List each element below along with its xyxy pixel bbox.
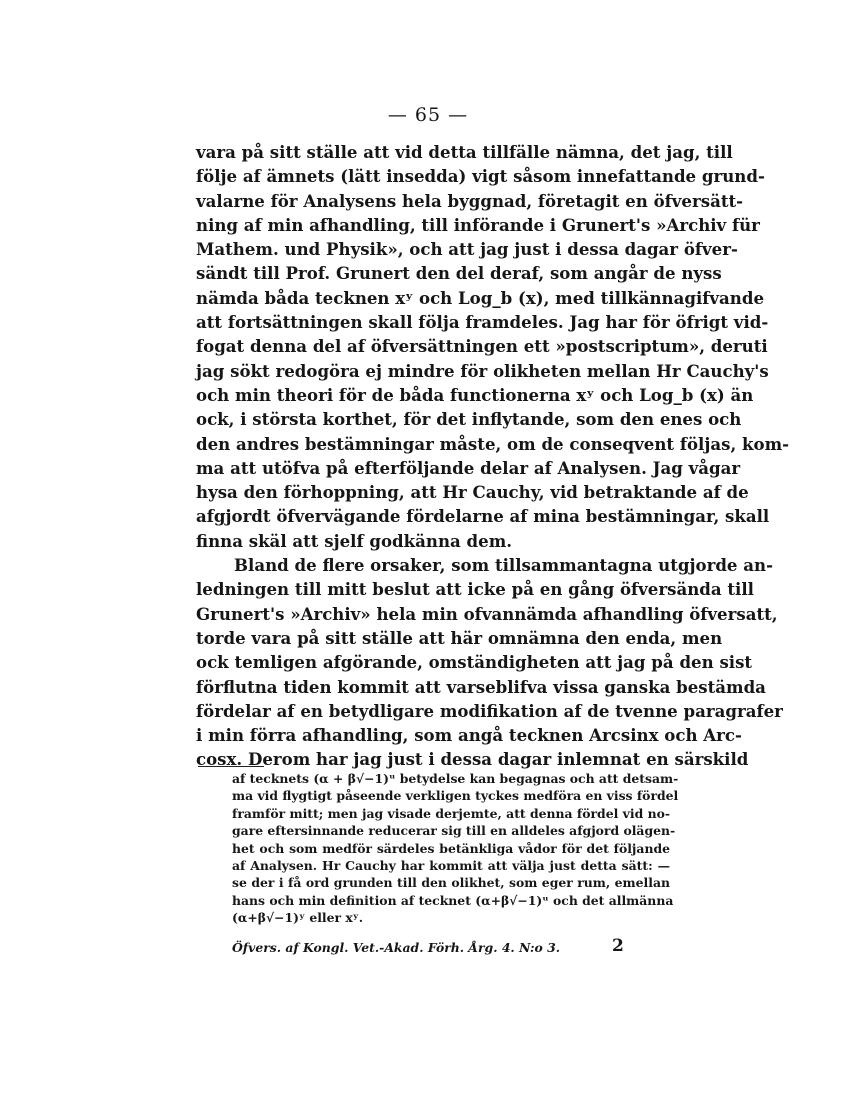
footnote-line: gare eftersinnande reducerar sig till en alldeles afgjord olägen- [232, 823, 676, 839]
text-line: cosx. Derom har jag just i dessa dagar inlemnat en särskild [196, 749, 749, 770]
body-text [196, 140, 790, 772]
footnote-line: se der i få ord grunden till den olikhet, som eger rum, emellan [232, 875, 670, 891]
footnote-line: framför mitt; men jag visade derjemte, att denna fördel vid no- [232, 805, 670, 821]
text-line: den andres bestämningar måste, om de conseqvent följas, kom- [196, 433, 790, 454]
text-line: ock, i största korthet, för det inflytande, som den enes och [196, 409, 742, 430]
footnote-line: (α+β√−1)ʸ eller xʸ. [232, 910, 364, 926]
text-line: sändt till Prof. Grunert den del deraf, som angår de nyss [196, 263, 722, 284]
text-line: jag sökt redogöra ej mindre för olikheten mellan Hr Cauchy's [196, 360, 769, 381]
text-line: torde vara på sitt ställe att här omnämna den enda, men [196, 627, 723, 648]
sheet-number: 2 [612, 936, 624, 956]
text-line: och min theori för de båda functionerna xʸ och Log_b (x) än [196, 384, 754, 405]
footnote-line: hans och min definition af tecknet (α+β√−1)ᵘ och det allmänna [232, 892, 674, 908]
footnote [232, 770, 679, 927]
journal-signature: Öfvers. af Kongl. Vet.-Akad. Förh. Årg. 4. N:o 3. [232, 940, 561, 955]
text-line: valarne för Analysens hela byggnad, företagit en öfversätt- [196, 190, 744, 211]
text-line: fördelar af en betydligare modifikation af de tvenne paragrafer [196, 700, 783, 721]
text-line: att fortsättningen skall följa framdeles. Jag har för öfrigt vid- [196, 312, 769, 333]
text-line: ning af min afhandling, till införande i Grunert's »Archiv für [196, 214, 760, 235]
footnote-divider [198, 766, 264, 767]
footnote-line: af Analysen. Hr Cauchy har kommit att välja just detta sätt: — [232, 858, 670, 874]
text-line: Grunert's »Archiv» hela min ofvannämda afhandling öfversatt, [196, 603, 778, 624]
paragraph-start-line: Bland de flere orsaker, som tillsammantagna utgjorde an- [234, 555, 773, 576]
text-line: förflutna tiden kommit att varseblifva vissa ganska bestämda [196, 676, 766, 697]
text-line: vara på sitt ställe att vid detta tillfälle nämna, det jag, till [196, 142, 733, 162]
text-line: nämda båda tecknen xʸ och Log_b (x), med tillkännagifvande [196, 287, 765, 308]
text-line: ledningen till mitt beslut att icke på en gång öfversända till [196, 579, 754, 600]
text-line: finna skäl att sjelf godkänna dem. [196, 530, 513, 551]
text-line: hysa den förhoppning, att Hr Cauchy, vid betraktande af de [196, 482, 749, 503]
text-line: Mathem. und Physik», och att jag just i dessa dagar öfver- [196, 239, 738, 260]
text-line: afgjordt öfvervägande fördelarne af mina bestämningar, skall [196, 506, 770, 527]
text-line: följe af ämnets (lätt insedda) vigt såsom innefattande grund- [196, 166, 765, 187]
text-line: ock temligen afgörande, omständigheten att jag på den sist [196, 652, 753, 673]
footnote-line: het och som medför särdeles betänkliga vådor för det följande [232, 840, 670, 856]
text-line: fogat denna del af öfversättningen ett »postscriptum», deruti [196, 336, 768, 357]
footnote-line: af tecknets (α + β√−1)ᵘ betydelse kan begagnas och att detsam- [232, 771, 679, 786]
page-number: — 65 — [387, 104, 469, 126]
footnote-line: ma vid flygtigt påseende verkligen tyckes medföra en viss fördel [232, 788, 679, 804]
text-line: ma att utöfva på efterföljande delar af Analysen. Jag vågar [196, 457, 741, 478]
text-line: i min förra afhandling, som angå tecknen Arcsinx och Arc- [196, 725, 742, 746]
